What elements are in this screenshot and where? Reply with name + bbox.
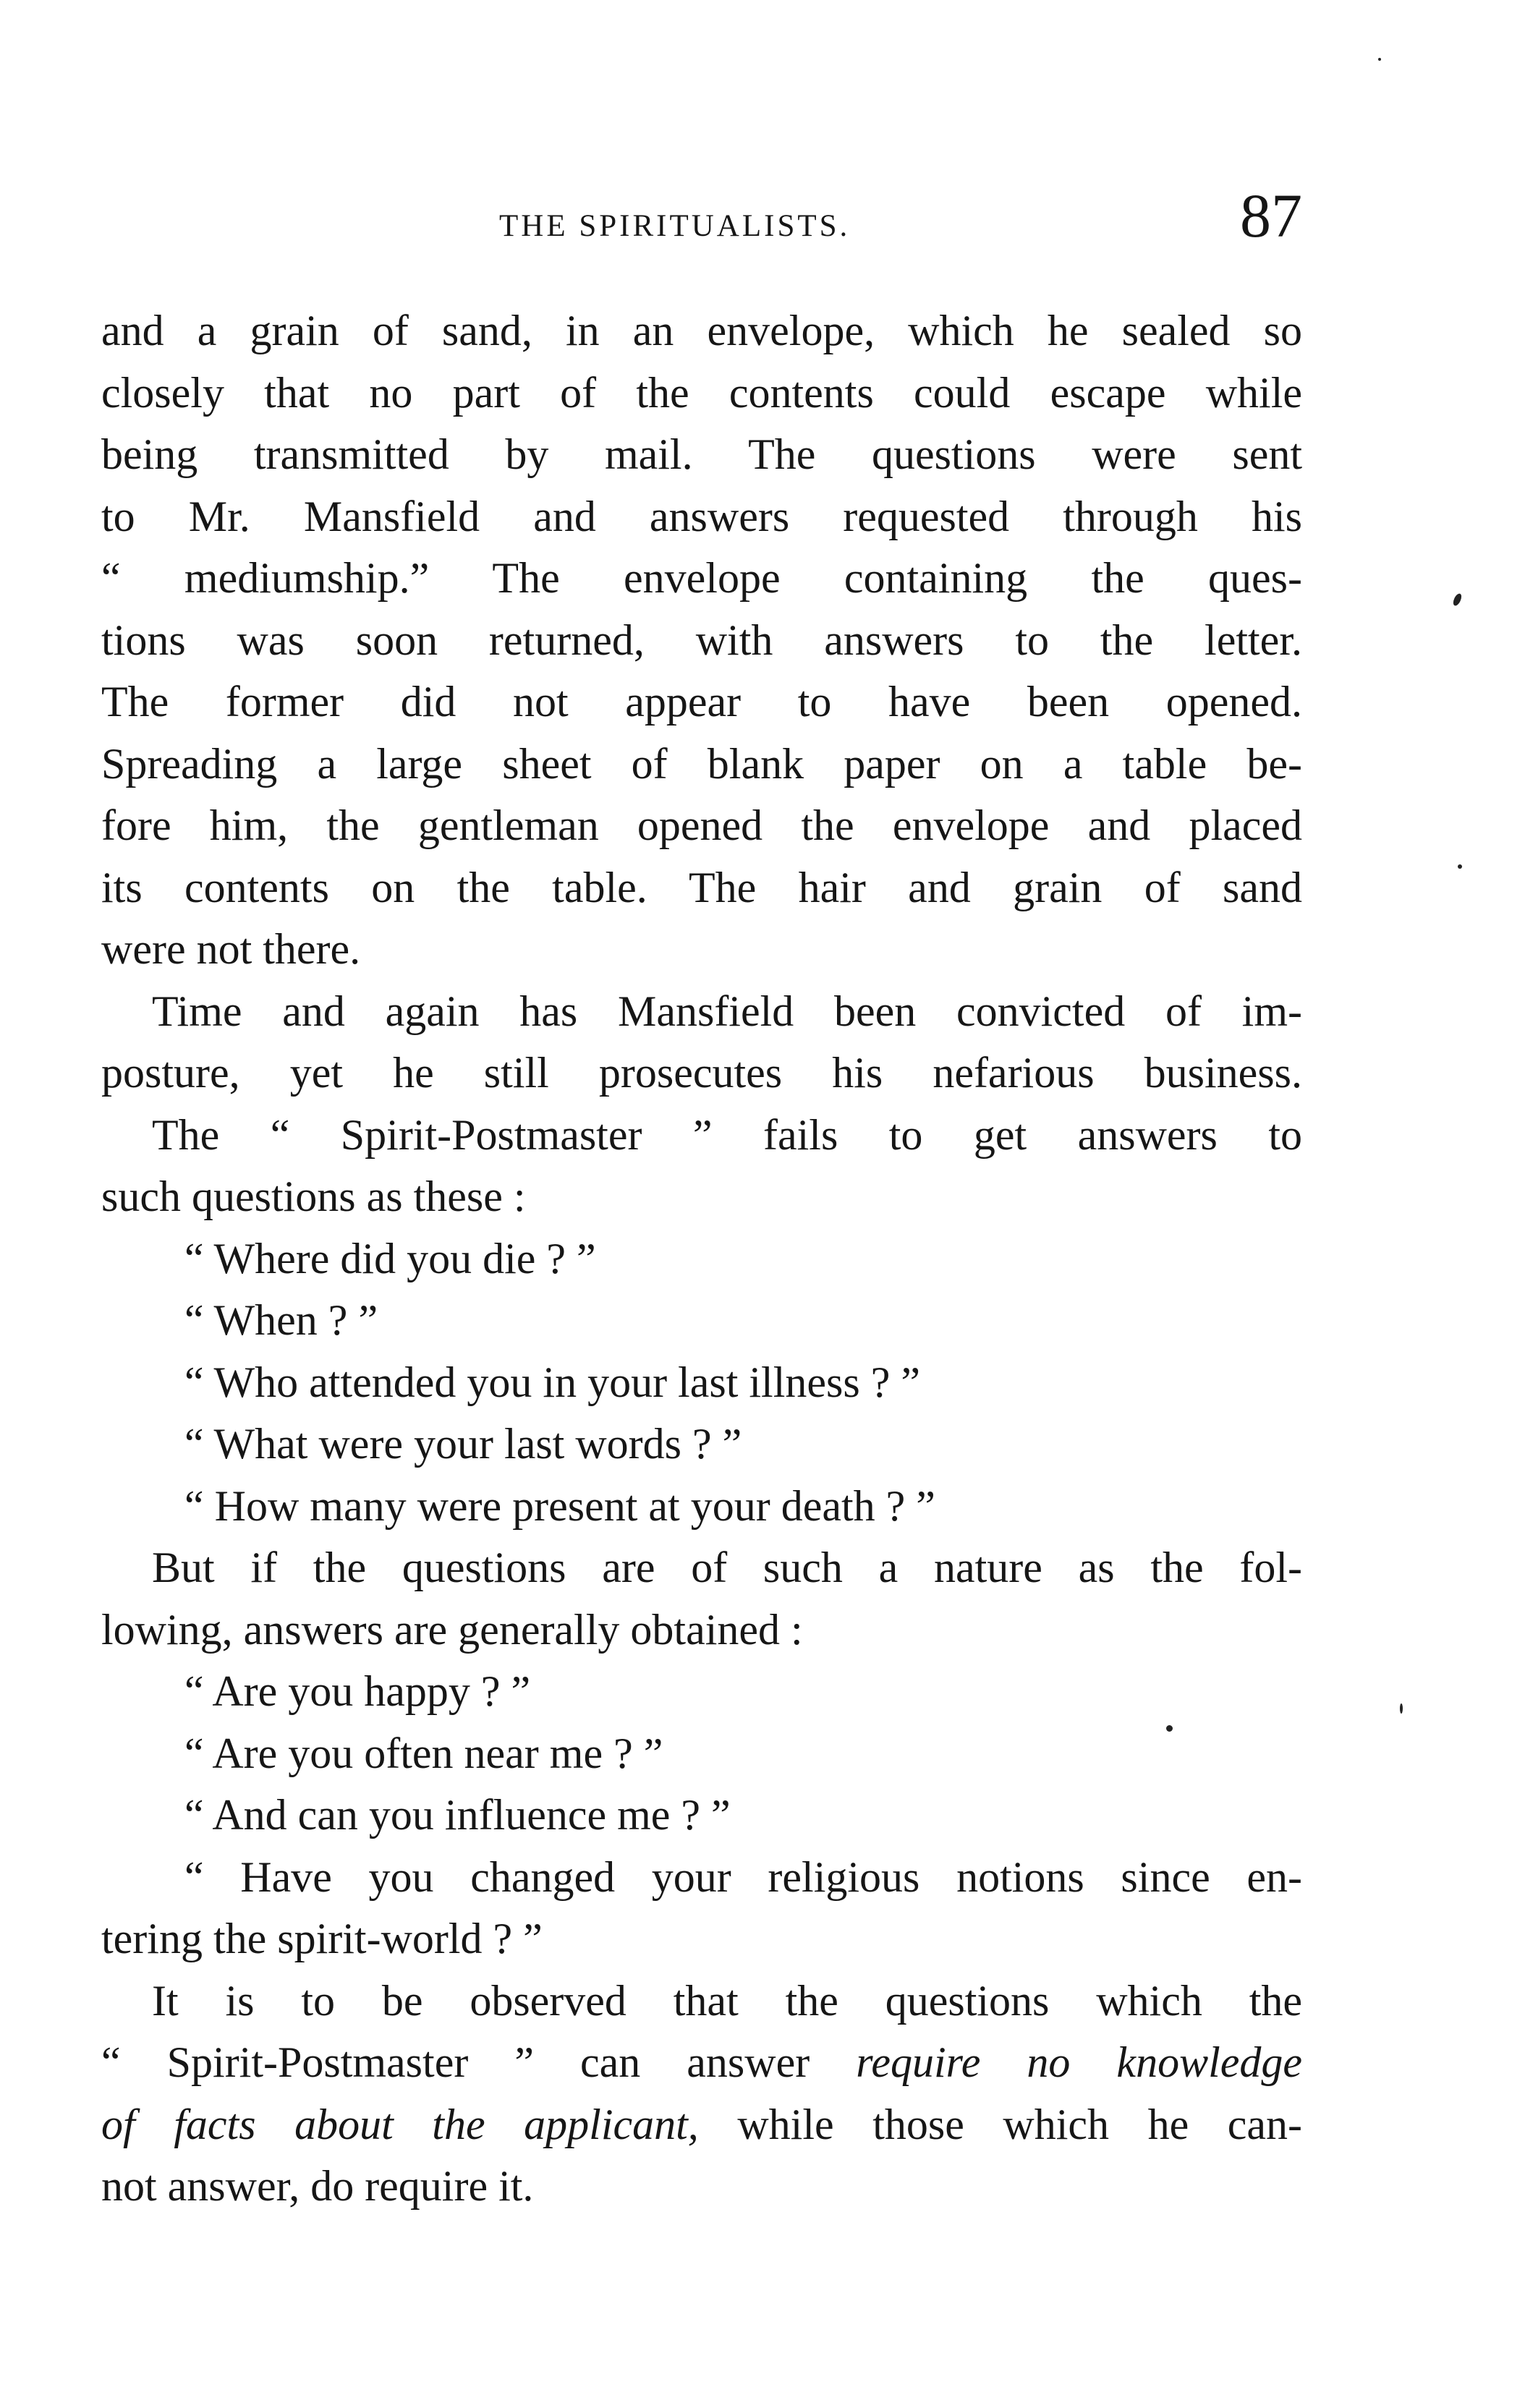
text-line: being transmitted by mail. The questions were sent [101, 430, 1302, 478]
text-line: to Mr. Mansfield and answers requested through his [101, 492, 1302, 540]
text-line: The former did not appear to have been opened. [101, 678, 1302, 726]
text-line: were not there. [101, 925, 361, 973]
text-line: But if the questions are of such a nature as the fol- [152, 1544, 1302, 1591]
text-line: closely that no part of the contents could escape while [101, 368, 1302, 417]
text-line: posture, yet he still prosecutes his nefarious business. [101, 1049, 1302, 1097]
quoted-question: “ Are you happy ? ” [184, 1667, 531, 1715]
quoted-question: “ How many were present at your death ? ” [184, 1481, 935, 1530]
text-line: tions was soon returned, with answers to the letter. [101, 616, 1302, 664]
italic-phrase: require no knowledge [856, 2038, 1303, 2086]
running-title: THE SPIRITUALISTS. [499, 209, 851, 243]
quoted-question: “ Are you often near me ? ” [184, 1729, 663, 1777]
quoted-question: “ What were your last words ? ” [184, 1420, 742, 1468]
text-line: “ mediumship.” The envelope containing the ques- [101, 554, 1302, 602]
print-speck [1458, 864, 1462, 869]
text-line: fore him, the gentleman opened the envelope and placed [101, 801, 1302, 849]
text-line: The “ Spirit-Postmaster ” fails to get answers to [152, 1110, 1302, 1159]
print-speck [1400, 1703, 1403, 1714]
print-speck [1378, 58, 1381, 61]
text-line [101, 2094, 1302, 2156]
quoted-question: “ Who attended you in your last illness ? ” [184, 1358, 920, 1406]
text-line: its contents on the table. The hair and grain of sand [101, 863, 1302, 911]
body-text [101, 300, 1302, 2218]
text-line: tering the spirit-world ? ” [101, 1915, 543, 1962]
text-line: Spreading a large sheet of blank paper on a table be- [101, 739, 1302, 788]
text-line: not answer, do require it. [101, 2162, 534, 2210]
text-line: It is to be observed that the questions which the [152, 1976, 1302, 2025]
text-segment: “ Spirit-Postmaster ” can answer [101, 2038, 810, 2086]
text-line: Time and again has Mansfield been convicted of im- [152, 987, 1302, 1035]
text-line: lowing, answers are generally obtained : [101, 1605, 803, 1654]
text-line [101, 2032, 1302, 2094]
text-segment: while those which he can- [737, 2100, 1302, 2148]
print-speck [1166, 1725, 1173, 1732]
quoted-question: “ And can you influence me ? ” [184, 1791, 731, 1839]
quoted-question: “ When ? ” [184, 1296, 378, 1344]
text-line: such questions as these : [101, 1173, 526, 1220]
quoted-question: “ Where did you die ? ” [184, 1234, 596, 1282]
print-speck [1452, 592, 1464, 607]
quoted-question: “ Have you changed your religious notions since en- [184, 1852, 1302, 1901]
page-number: 87 [1240, 181, 1302, 250]
italic-phrase: of facts about the applicant, [101, 2100, 699, 2148]
running-header [101, 179, 1302, 259]
text-line: and a grain of sand, in an envelope, which he sealed so [101, 307, 1302, 354]
